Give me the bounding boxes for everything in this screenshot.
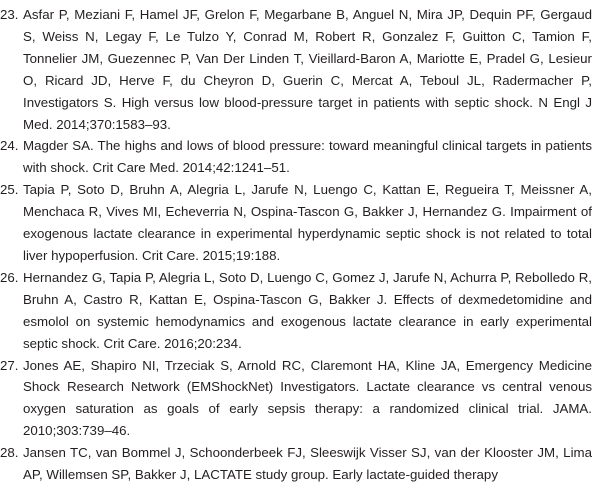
reference-list (0, 4, 592, 486)
reference-24 (0, 135, 592, 179)
reference-23 (0, 4, 592, 135)
reference-number: 24. (0, 138, 19, 154)
reference-number: 27. (0, 357, 19, 373)
reference-text: Tapia P, Soto D, Bruhn A, Alegria L, Jarufe N, Luengo C, Kattan E, Regueira T, Meissner A, Menchaca R, Vives MI, Echeverria N, Ospina-Tascon G, Bakker J, Hernandez G. Impairment of exogenous lactate clearance in experimental hyperdynamic septic shock is not related to total liver hypoperfusion. Crit Care. 2015;19:188. (23, 182, 592, 263)
reference-text: Jansen TC, van Bommel J, Schoonderbeek FJ, Sleeswijk Visser SJ, van der Klooster JM, Lima AP, Willemsen SP, Bakker J, LACTATE study group. Early lactate-guided therapy (23, 445, 592, 483)
reference-text: Jones AE, Shapiro NI, Trzeciak S, Arnold RC, Claremont HA, Kline JA, Emergency Medicine Shock Research Network (EMShockNet) Investigators. Lactate clearance vs central venous oxygen saturation as goals of early sepsis therapy: a randomized clinical trial. JAMA. 2010;303:739–46. (23, 357, 592, 439)
reference-26 (0, 267, 592, 355)
reference-number: 28. (0, 445, 19, 461)
reference-text: Magder SA. The highs and lows of blood pressure: toward meaningful clinical targets in patients with shock. Crit Care Med. 2014;42:1241–51. (23, 138, 592, 176)
reference-number: 23. (0, 7, 19, 22)
reference-27 (0, 355, 592, 443)
reference-25 (0, 179, 592, 267)
reference-28 (0, 442, 592, 486)
reference-text: Hernandez G, Tapia P, Alegria L, Soto D, Luengo C, Gomez J, Jarufe N, Achurra P, Rebolledo R, Bruhn A, Castro R, Kattan E, Ospina-Tascon G, Bakker J. Effects of dexmedetomidine and esmolol on systemic hemodynamics and exogenous lactate clearance in early experimental septic shock. Crit Care. 2016;20:234. (23, 269, 592, 351)
reference-number: 26. (0, 269, 19, 285)
reference-number: 25. (0, 182, 19, 198)
reference-text: Asfar P, Meziani F, Hamel JF, Grelon F, Megarbane B, Anguel N, Mira JP, Dequin PF, Gergaud S, Weiss N, Legay F, Le Tulzo Y, Conrad M, Robert R, Gonzalez F, Guitton C, Tamion F, Tonnelier JM, Guezennec P, Van Der Linden T, Vieillard-Baron A, Mariotte E, Pradel G, Lesieur O, Ricard JD, Herve F, du Cheyron D, Guerin C, Mercat A, Teboul JL, Radermacher P, Investigators S. High versus low blood-pressure target in patients with septic shock. N Engl J Med. 2014;370:1583–93. (23, 7, 592, 132)
